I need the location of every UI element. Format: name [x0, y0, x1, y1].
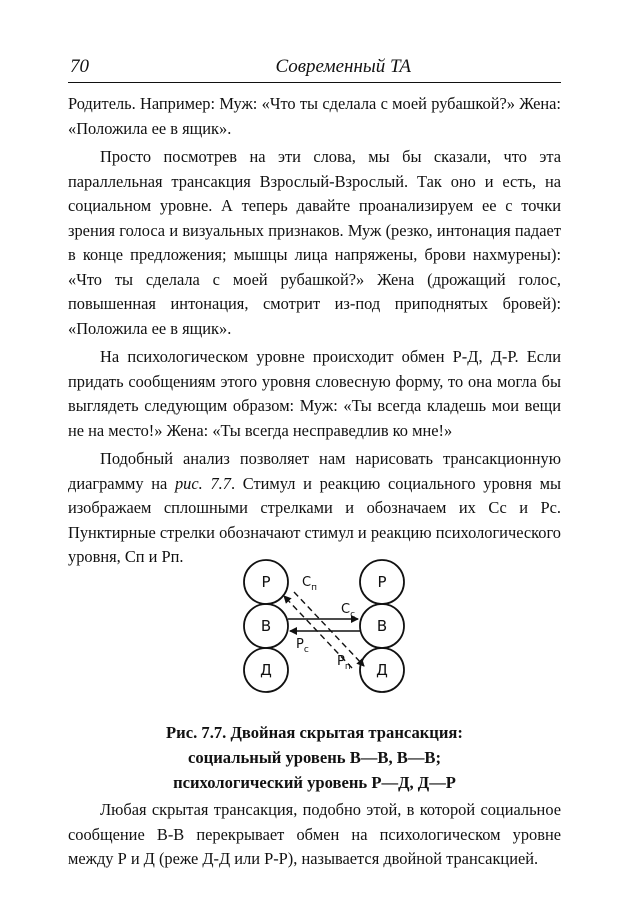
left-parent-label: Р [261, 573, 271, 591]
label-pn: $Р_п$ [337, 654, 351, 672]
paragraph-1: Родитель. Например: Муж: «Что ты сделала с моей рубашкой?» Жена: «Положила ее в ящик». [68, 94, 561, 138]
paragraph-2: Просто посмотрев на эти слова, мы бы сказали, что эта параллельная трансакция Взрослый-Взрослый. Так оно и есть, на социальном уровне. А теперь давайте проанализируем ее с точки зрения голоса и визуальных признаков. Муж (резко, интонация падает в конце предложения; мышцы лица напряжены, брови нахмурены): «Что ты сделала с моей рубашкой?» Жена (дрожащий голос, повышенная интонация, смотрит из-под приподнятых бровей): «Положила ее в ящик». [68, 147, 561, 338]
left-adult-label: В [260, 617, 272, 635]
final-paragraph: Любая скрытая трансакция, подобно этой, в которой социальное сообщение В-В перекрывает обмен на психологическом уровне между Р и Д (реже Д-Д или Р-Р), называется двойной трансакцией. [68, 800, 561, 868]
paragraph-4-after: . Стимул и реакцию социального уровня мы изображаем сплошными стрелками и обозначаем их Сс и Рс. Пунктирные стрелки обозначают стимул и реакцию психологического уровня, Сп и Рп. [68, 473, 562, 566]
figure-reference: рис. 7.7 [174, 473, 231, 493]
running-header [68, 56, 561, 83]
caption-line-1: Рис. 7.7. Двойная скрытая трансакция: [166, 723, 463, 742]
label-pc: $Р_с$ [296, 637, 309, 655]
page-number: 70 [70, 56, 89, 77]
left-child-label: Д [260, 661, 272, 679]
caption-line-2: социальный уровень В—В, В—В; [187, 748, 442, 767]
paragraph-4 [68, 447, 561, 570]
closing-text [68, 798, 561, 872]
paragraph-4-before: Подобный анализ позволяет нам нарисовать трансакционную диаграмму на [68, 449, 561, 493]
label-cc: $С_с$ [341, 602, 356, 620]
running-title: Современный ТА [275, 56, 411, 77]
transaction-diagram [240, 556, 420, 706]
label-cn: $С_п$ [302, 575, 317, 593]
right-parent-label: Р [377, 573, 387, 591]
figure-caption [68, 720, 561, 795]
body-text [68, 92, 561, 570]
caption-line-3: психологический уровень Р—Д, Д—Р [173, 773, 456, 792]
right-adult-label: В [376, 617, 388, 635]
right-child-label: Д [376, 661, 388, 679]
paragraph-3: На психологическом уровне происходит обмен Р-Д, Д-Р. Если придать сообщениям этого уровня словесную форму, то она могла бы выглядеть следующим образом: Муж: «Ты всегда кладешь мои вещи не на место!» Жена: «Ты всегда несправедлив ко мне!» [68, 347, 561, 440]
